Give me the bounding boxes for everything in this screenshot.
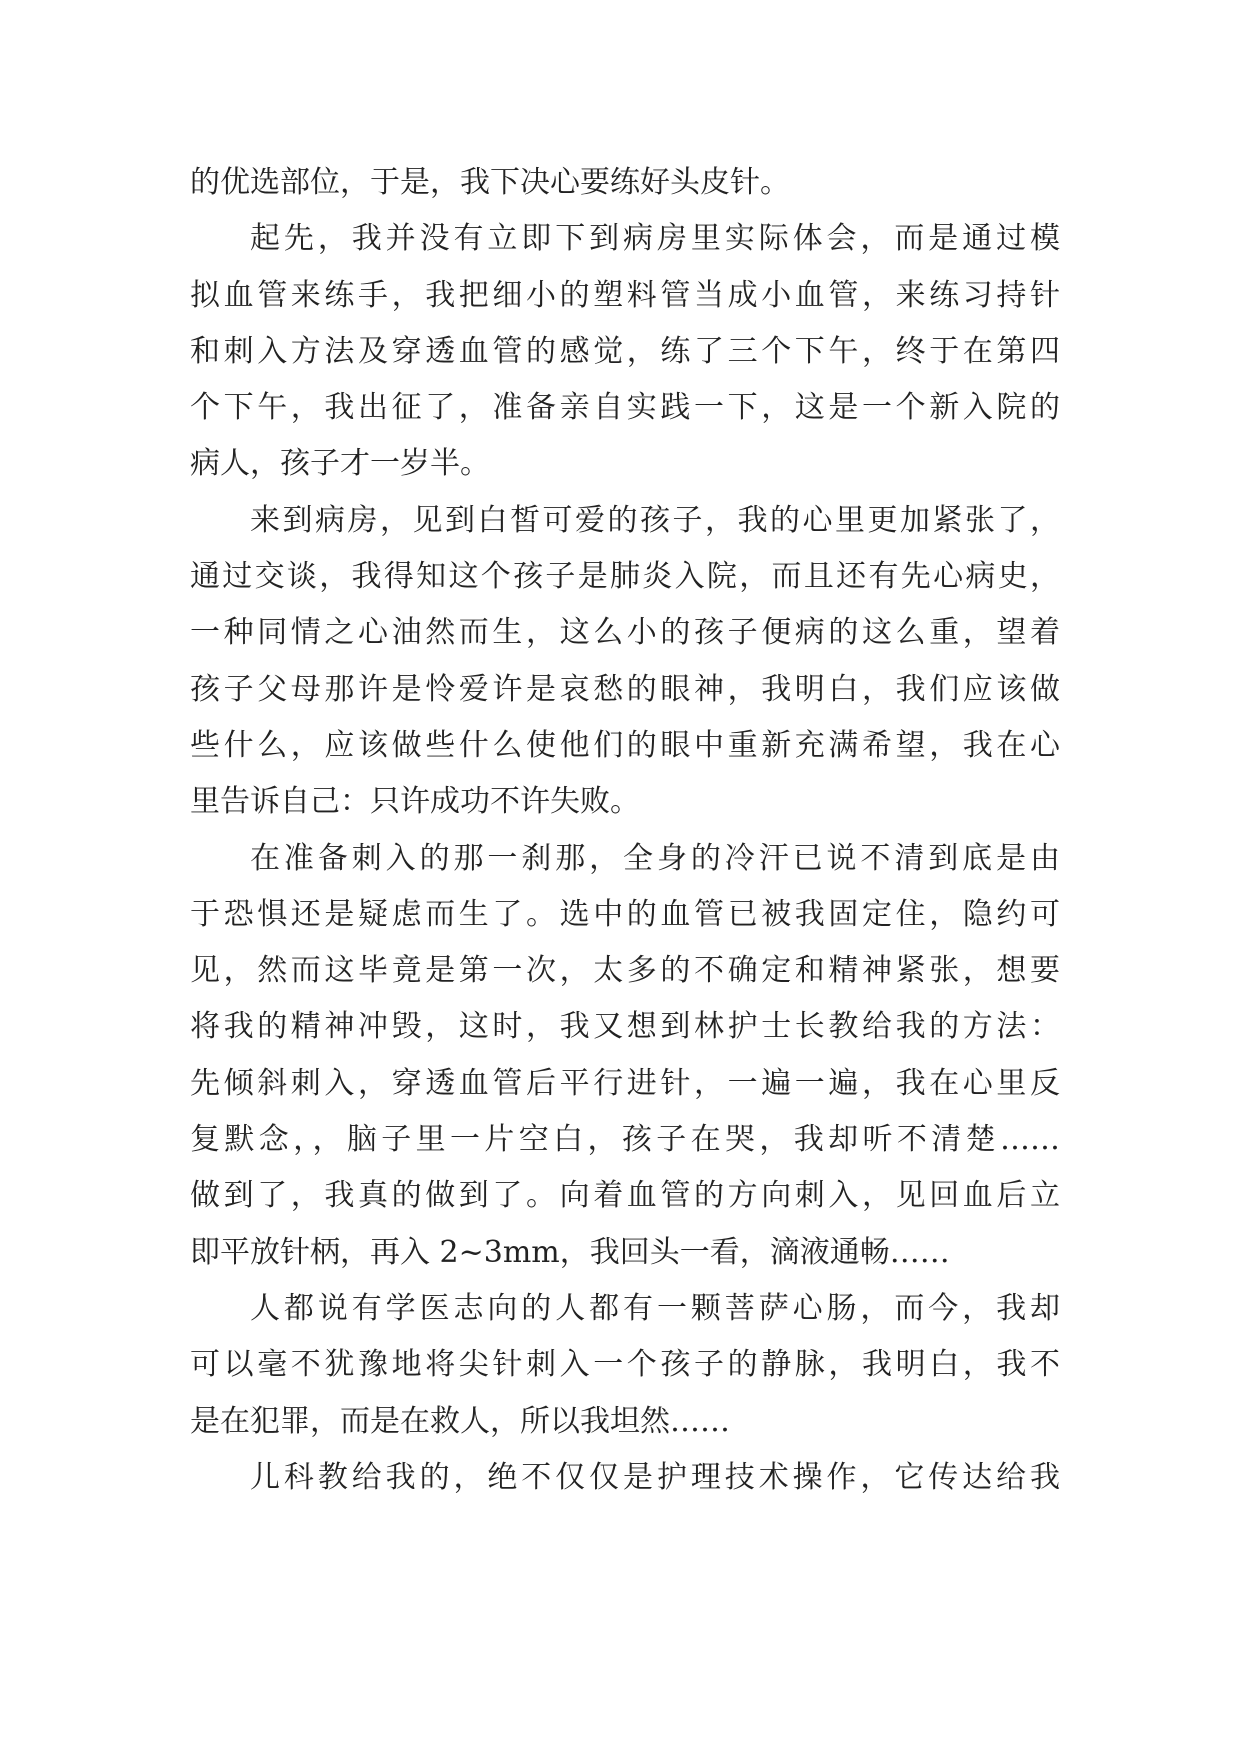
text-line: 人都说有学医志向的人都有一颗菩萨心肠，而今，我却 — [250, 1290, 1060, 1326]
paragraph — [190, 1281, 1060, 1450]
text-line: 来到病房，见到白皙可爱的孩子，我的心里更加紧张了， — [250, 502, 1060, 538]
text-line: 复默念，，脑子里一片空白，孩子在哭，我却听不清楚…… — [190, 1122, 1060, 1158]
text-line: 的优选部位，于是，我下决心要练好头皮针。 — [190, 165, 790, 200]
text-line: 病人，孩子才一岁半。 — [190, 446, 490, 482]
paragraph — [190, 831, 1060, 1281]
document-body — [190, 155, 1060, 1506]
text-line: 拟血管来练手，我把细小的塑料管当成小血管，来练习持针 — [190, 277, 1060, 313]
text-line: 一种同情之心油然而生，这么小的孩子便病的这么重，望着 — [190, 615, 1060, 651]
text-line: 可以毫不犹豫地将尖针刺入一个孩子的静脉，我明白，我不 — [190, 1347, 1060, 1383]
text-line: 是在犯罪，而是在救人，所以我坦然…… — [190, 1403, 730, 1439]
text-line: 做到了，我真的做到了。向着血管的方向刺入，见回血后立 — [190, 1178, 1060, 1214]
text-line: 些什么，应该做些什么使他们的眼中重新充满希望，我在心 — [190, 727, 1060, 763]
paragraph — [190, 211, 1060, 492]
text-line: 孩子父母那许是怜爱许是哀愁的眼神，我明白，我们应该做 — [190, 671, 1060, 707]
text-line: 起先，我并没有立即下到病房里实际体会，而是通过模 — [250, 221, 1060, 257]
text-line: 儿科教给我的，绝不仅仅是护理技术操作，它传达给我 — [250, 1459, 1060, 1495]
text-line: 个下午，我出征了，准备亲自实践一下，这是一个新入院的 — [190, 390, 1060, 426]
text-line: 即平放针柄，再入 2~3mm，我回头一看，滴液通畅…… — [190, 1234, 950, 1270]
text-line: 将我的精神冲毁，这时，我又想到林护士长教给我的方法： — [190, 1009, 1060, 1045]
text-line: 里告诉自己：只许成功不许失败。 — [190, 784, 640, 820]
text-line: 在准备刺入的那一刹那，全身的冷汗已说不清到底是由 — [250, 840, 1060, 876]
text-line: 通过交谈，我得知这个孩子是肺炎入院，而且还有先心病史， — [190, 559, 1060, 595]
paragraph — [190, 493, 1060, 831]
paragraph — [190, 155, 1060, 211]
paragraph — [190, 1450, 1060, 1506]
text-line: 和刺入方法及穿透血管的感觉，练了三个下午，终于在第四 — [190, 333, 1060, 369]
text-line: 见，然而这毕竟是第一次，太多的不确定和精神紧张，想要 — [190, 953, 1060, 989]
text-line: 先倾斜刺入，穿透血管后平行进针，一遍一遍，我在心里反 — [190, 1065, 1060, 1101]
text-line: 于恐惧还是疑虑而生了。选中的血管已被我固定住，隐约可 — [190, 896, 1060, 932]
